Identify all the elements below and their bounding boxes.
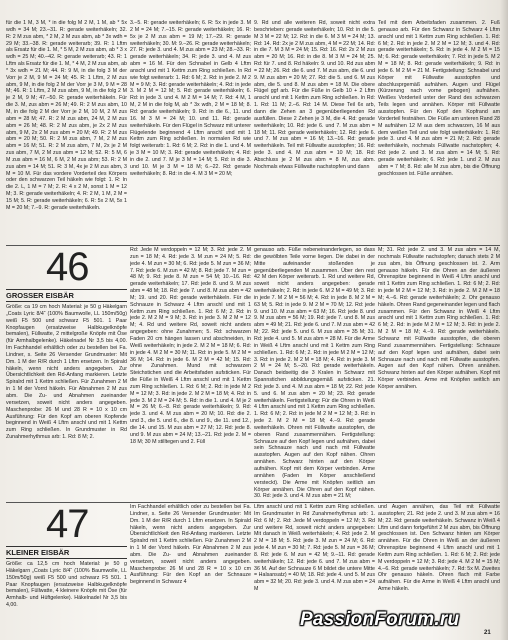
pattern-number: 46 [46, 247, 89, 289]
mid-column-1 [6, 247, 127, 502]
section-divider [6, 245, 500, 246]
top-col2-text: 3.–5. R: gerade weiterhäkeln; 6. R: 5x in jede 3. M 2 M = 24 M; 7.–15. R: gerade weiterhäkeln; 16. R: 5x je 2 M zus abm = 19 M; 17.–29. R: gerade weiterhäkeln; 30. M: 9.–26. R: gerade weiterhäkeln; 27. R: jede 3. und 4. M zus abm = 23 M; 28.–33. R: gerade weiterhäkeln; 34. R: jede 3. und 4. M zus abm = 16 M. Für den Schnabel in Gelb 4 Lftm anschl und mit 1 Kettm zum Ring schließen. In Rd wie folgt weiterarb: 1. Rd: 6 M; 2. Rd: in jede 2. M 2 M = 9 M; 3. Rd: gerade weiterhäkeln; 4. Rd: in jede 3. M 2 M = 12 M; 5. Rd: gerade weiterhäkeln; 6. Rd: in jede 3. und 4. M 2 M = 14 M; 7. Rd: 4 M, 1 M, 2 M in die folg M, ab * 3x wdh, 2 M = 18 M; 8. Rd: gerade weiterhäkeln; 9. Rd: in die 6., 11. und 16. M 3 M = 24 M; 10. und 11. Rd: gerade weiterhäkeln. Für den Flügel in Schwarz mit unterer Flügelende beginnend 4 Lftm anschl und mit 1 Kettm zum Ring schließen. In normalen Rd wie folgt weiterarb: 1. Rd: 6 M; 2. Rd: in die 1. und 4. M je 3 M = 10 M; 3. Rd: gerade weiterhäkeln; 4. Rd: in die 2. und 7. M je 3 M = 14 M; 5. Rd: in die 3. und 10. M je 3 M = 18 M; 6.–22. Rd: gerade weiterhäkeln; 8. Rd: in die 4. M 3 M = 20 M; [130, 20, 251, 177]
section-divider [6, 502, 500, 503]
page-edge-shadow [500, 0, 508, 640]
bottom-col4-text: und Augen annähen, das Teil mit Füllwatte ausstopfen; 21. Rd: jede 2. und 3. M zus abm = 16 M; 22. Rd: gerade weiterhäkeln. Schwanz in Weiß 4 Lftm und dann fortgeführt 2 M zus abm, bis Öffnung geschlossen ist. Den Schwanz hinten am Körper annähen. Für die Ohren in Weiß an der äußeren Ohrenspitze beginnend 4 Lftm anschl und mit 1 Kettm zum Ring schließen. 1. Rd: 6 M; 2. Rd: jede M verdoppeln = 12 M; 3. Rd: jede 4. M 2 M = 15 M; 4.–6. Rd: gerade weiterhäkeln; 7. Rd: 5x M. Zweites Ohr genauso häkeln. Ohren flach mit Farbe aufnähen. Für die Arme in Weiß 4 Lftm anschl und Arme häkeln. [378, 504, 500, 593]
bottom-column-2 [130, 504, 251, 640]
bottom-col1-text: Größe: ca 12,5 cm hoch Material: je 50 g Häkelgarn „Coats Lyric 8/4“ (100% Baumwolle, LL 150m/50g) weiß F5 500 und schwarz F5 501. 1 Paar Knopfaugen (ersatzweise Halbkugelknöpfe bemalen), Füllwatte, 4 kleinere Knöpfe mit Öse (für Armhalb- und Hüftgelenke). Häkelnadel Nr 3,5 bis 4,00. [6, 561, 127, 609]
top-column-1 [6, 20, 127, 245]
page-number: 21 [484, 630, 491, 636]
mid-col1-text: Größe: ca 19 cm hoch Material: je 50 g Häkelgarn „Coats Lyric 8/4“ (100% Baumwolle, LL 150m/50g) weiß F5 500 und schwarz F5 501. 1 Paar Knopfaugen (ersatzweise Halbkugelknöpfe bemalen), Füllwatte, 2 mittelgroße Knöpfe mit Öse (für Armhalbgelenke). Häkelnadel Nr 3,5 bis 4,00. Im Fachhandel erhältlich oder zu bestellen bei Fa. Lindner, s. Seite 26 Versender Grundmuster: Mit Dm. 1 M der R/R durch 1 Lftm ersetzen. In Spirald häkeln, wenn nicht anders angegeben. Zur Übersichtlichkeit den Rd-Anfang markieren. Letzte Spiralrd mit 1 Kettm schließen. Für Zunahmen 2 M in 1 M der Vorrd häkeln. Für Abnahmen 2 M zus abm. Die Zu- und Abnahmen zueinander versetzen, soweit nicht anders angegeben. Maschenprobe: 26 M und 28 R = 10 x 10 cm Ausführung: Für den Kopf am oberen Kopfende beginnend in Weiß 4 Lftm anschl und mit 1 Kettm zum Ring schließen. In Grundmuster in Rd Zunahmerhythmus arb: 1. Rd: 8 M; 2. [6, 304, 127, 441]
mid-column-3 [254, 247, 375, 502]
pattern-title: KLEINER EISBÄR [6, 546, 127, 559]
top-col4-text: Teil mit dem Arbeitsfaden zusammen. 2. Fuß genauso arb. Für den Schwanz in Schwarz 4 Lftm anschl und mit 1 Kettm zum Ring schließen. 1. Rd: 6 M; 2. Rd: in jede 2. M 2 M = 12 M; 3. und 4. Rd: gerade weiterhäkeln; 5. Rd: in jede 4. M 2 M = 15 M; 6. Rd: gerade weiterhäkeln; 7. Rd: in jede 5. M 2 M = 18 M; 8. Rd: gerade weiterhäkeln; 9. Rd: in jede 6. M 2 M = 21 M. Fertigstellung: Schnabel und Körper mit Füllwatte ausstopfen und abschlusprgemäß aufnähen. Augen und Flügel (Kürzerung nach vorne gebogen) aufnähen. Weißes Vorderteil unter der Rand des schwarzen Teils legen und annähen. Körper mit Füllwatte ausstopfen. Für den Kopf den Kopfrand am Vorderteil festnähen. Die Füße am unteren Rand 28 M aufnähen 12 M aus dem schwarzen, 16 M aus dem weißen Teil und wie folgt weiterhäkeln: 1. Rd: jede 3. und 4. M zus abm = 21 M; 2. Rd: gerade weiterhäkeln, nochmals Füllwatte nachstopfen; 4. Rd: jede 2. und 3. M zus abm = 14 M; 5. Rd: gerade weiterhäkeln; 6. Rd: jede 1. und 2. M zus abm = 7 M; 8. Rd: alle M zus abm, bis die Öffnung geschlossen ist. Füße annähen. [378, 20, 500, 177]
forum-watermark: PassionForum.ru [300, 609, 460, 630]
bottom-col3-text: Lftm anschl und mit 1 Kettm zum Ring schließen. Im Grundmuster in Rd Zunahmerhythmus arb: 1. Rd: 6 M; 2. Rd: Jede M verdoppeln = 12 M; 3. Rd und weitere Rd, soweit nicht anders angegeben: Mit danach in Weiß weiterhäkeln; 4. Rd: jede 2. M 2 M = 18 M; 5. Rd: jede 3. M zun = 24 M; 6. Rd: jede 4. M zun = 30 M; 7. Rd: jede 5. M zun = 36 M; 8. Rd: jede 6. M zun = 42 M; 9.–11. Rd: gerade weiterhäkeln; 12. Rd: jede 6. und 7. M zus abm = 36 M. Auf der Schnauze 6 M bildet die untere Mitte = Halsansatz) = 40 M; 18. Rd: jede 4. und 5. M zus abm = 32 M; 20. Rd: jede 3. und 4. M zus abm = 24 M [254, 504, 375, 593]
bottom-column-1 [6, 504, 127, 640]
mid-column-2 [130, 247, 251, 502]
bottom-col2-text: Im Fachhandel erhältlich oder zu bestellen bei Fa. Lindner, s. Seite 26 Versender Grundmuster: Mit Dm. 1 M der R/R durch 1 Lftm ersetzen. In Spirald häkeln, wenn nicht anders angegeben. Zur Übersichtlichkeit den Rd-Anfang markieren. Letzte Spiralrd mit 1 Kettm schließen. Für Zunahmen 2 M in 1 M der Vorrd häkeln. Für Abnahmen 2 M zus abm. Die Zu- und Abnahmen zueinander versetzen, soweit nicht anders angegeben. Maschenprobe: 26 M und 28 R = 10 x 10 cm Ausführung: Für den Kopf an der Schnauze beginnend in Schwarz 4 [130, 504, 251, 586]
top-column-2 [130, 20, 251, 245]
top-column-4 [378, 20, 500, 245]
top-column-3 [254, 20, 375, 245]
mid-column-4 [378, 247, 500, 502]
top-col3-text: 9. Rd und alle weiteren Rd, soweit nicht extra beschrieben: gerade weiterhäkeln; 10. Rd: in die 5. M 3 M = 22 M; 12. Rd: in die 6. M 3 M = 24 M; 13. Rd: 14. Rd: 2x je 2 M zus abm, 4 M = 22 M; 14. Rd: in die 7. M 3 M = 24 M; 15. Rd: 16. Rd: 2x 2 M zus abm = 20 M; 16. Rd: in die 8. M 3 M = 24 M; 25. Rd: für 7. und 8. Rd häkeln: 9. und 10. Rd zus abm = 22 M; 26. Rd: die 6. und 7. M zus abm, die 6. und 9. M zus abm = 20 M; 27. Rd: die 5. und 6. M zus abm, die 5. und 8. M zus abm = 18 M. Die obere Flügel ggf arb. Für die Füße in Gelb 10 + 2 Lftm anschl und mit 1 Kettm zum Ring schließen. In Rd: 1. Rd: 11 M; 2.–6. Rd: 14 M. Diese Teil 6x arb, dann die Zehen an 3 gegenüberliegenden Rd ausfüllen. Diese 2 Zehen je 3 M, die 4. Rd: gerade weiterhäkeln; 10. Rd: jede 6. und 7. M zus abm = 18 M; 11. Rd: gerade weiterhäkeln; 12. Rd: jede 6. und 7. M zus abm = 16 M; 13.–16. Rd: gerade weiterhäkeln. Teil mit Füllwatte ausstopfen; 16. Rd: jede 3. und 4. M zus abm = 10 M; 18. Rd: Abschluss je 2 M zus abm = 8 M, zus abm. Nochmals etwas Füllwatte nachstopfen und dann [254, 20, 375, 170]
pattern-number: 47 [46, 504, 89, 546]
mid-col4-text: M; 31. Rd: jede 2. und 3. M zus abm = 14 M, nochmals Füllwatte nachstopfen; danach stets 2 M zus abm, bis Öffnung geschlossen ist. 2. Arm genauso häkeln. Für die Ohren an der äußeren Ohrenspitze beginnend in Weiß 4 Lftm anschl und mit 1 Kettm zum Ring schließen. 1. Rd: 6 M; 2. Rd: in jede M 2 M = 12 M; 3. Rd: in jede 2. M 2 M = 18 M; 4.–6. Rd: gerade weiterhäkeln; 2. Ohr genauso häkeln. Ohren Rand gegeneinander legen und flach zusammen. Für den Schwanz in Weiß 4 Lftm anschl und mit 1 Kettm zum Ring schließen. 1. Rd: 6 M; 2. Rd: in jede M 2 M = 12 M; 3. Rd: in jede 2. M 2 M = 18 M; 4.–9. Rd: gerade weiterhäkeln. Schwanz mit Füllwatte ausstopfen, die oberen Rand zusammennähen. Fertigstellung: Schnauze auf den Kopf legen und aufnähen, dabei sein Schnauze nach und nach mit Füllwatte ausstopfen. Augen auf den Kopf nähen. Ohren annähen. Schwanz hinten auf den Körper aufnähen. Kopf mit Körper verbinden. Arme mit Knöpfen seitlich am Körper annähen. [378, 247, 500, 390]
top-section [0, 20, 508, 245]
mid-col2-text: Rd: Jede M verdoppeln = 12 M; 3. Rd: jede 2. M zun = 18 M; 4. Rd: jede 3. M zun = 24 M; 5. Rd: jede 4. M zun = 30 M; 6. Rd: jede 5. M zun = 36 M; 7. Rd: jede 6. M zun = 42 M; 8. Rd: jede 7. M zun = 48 M; 9. Rd: jede 8. M zun = 54 M; 10.–16. Rd: gerade weiterhäkeln; 17. Rd: jede 8. und 9. M zus abm = 48 M; 18. Rd: jede 7. und 8. M zus abm = 42 M; 19. und 20. Rd: gerade weiterhäkeln. Für die Schnauze in Schwarz 4 Lftm anschl und mit 1 Kettm zum Ring schließen. 1. Rd: 6 M; 2. Rd: in jede 2. M 2 M = 9 M; 3. Rd: in jede 3. M 2 M = 12 M; 4. Rd und weitere Rd, soweit nicht anders angegeben: ohne Zunahmen; 5. Rd: schwarzen Faden 20 cm hängen lassen und abschneiden, in Weiß weiterhäkeln; in jede 2. M 2 M = 18 M; 6. Rd: in jede 4. M 2 M = 30 M; 11. Rd: in jede 5. M 2 M = 36 M; 14. Rd: in jede 6. M 2 M = 42 M; 15. Rd: ohne Zunahmen. Mund mit schwarzen Steichstichen und die Arbeitsfaden aufsticken. Für die Füße in Weiß 4 Lftm anschl und mit 1 Kettm zum Ring schließen. 1. Rd: 6 M; 2. Rd: in jede M 2 M = 12 M; 3. Rd: in jede 2. M 2 M = 18 M; 4. Rd: in jede 3. M 2 M = 24 M; 5. Rd: in die 1. und 4. M je 2 M = 26 M; 6.–8. Rd: gerade weiterhäkeln; 9. Rd: jede 3. und 4. M zus abm = 20 M; 10. Rd: die 2. und 3., die 5. und 6., die 8. und 9., die 11. und 12., die 14. und 15. M zus abm = 27 M; 12. Rd: jede 8. und 9. M zus abm = 24 M; 13.–21. Rd: jede 2. M = 18 M; 30 M stilltegen und 2. Füll [130, 247, 251, 445]
top-col1-text: für die 1 M, 3 M, * in die folg M 2 M, 1 M, ab * 5x wdh = 34 M; 23.–31. R: gerade weiterhäkeln; 32. R: 2 M zus abm, * 2 M, 2 M zus abm, ab * 3x wdh = 29 M; 33.–38. R: gerade weiterarb; 39. R: 1 Lftm als Ersatz für die 1. M, * 5 M, 2 M zus abm, ab * 3 x wdh = 25 M; 40.–42. R: gerade weiterarb; 43. R: 1 Lftm als Ersatz für die 1. M, * 4 M, 2 M zus abm, ab * 3x wdh = 21 M; 44. R: 9 M, in die folg 3 M der Vorr je 2 M, 9 M = 24 M; 45. R: 1 Lftm, 2 M zus abm, 9 M, in die folg 2 M der Vorr je 3 M, 9 M = 28 M; 46. R: 1 Lftm, 2 M zus abm, 9 M, in die folg 2 M je 2 M, 9 M; 47.–50. R: gerade weiterhäkeln. Für die 3. M, zus abm = 26 M; 49. R: 2 M zus abm, 10 M, in die folg 2 M der Vorr je 2 M, 10 M, 2 M zus abm = 28 M; 47. R: 2 M zus abm, 24 M, 2 M zus abm = 26 M; 48. R: 2 M zus abm, je 2x 2 M zus abm, 9 M, 2x 2 M zus abm = 20 M; 49. R: 2 M zus abm = 20 M; 50. R: 2 M zus abm, 7 M, 2 M zus abm = 16 M; 51. R: 2 M zus abm, 7 M, 2x je 2 M zus abm, 7 M, 2 M zus abm = 12 M; 52. R: 5 M, 6 M zus abm = 16 M, 6 M, 2 M zus abm; 53. R: 2 M zus abm = 14 M; 51. R: 3 M, 4x je 2 M zus abm, 3 M = 10 M. Für das vordere Vorderteil des Körpers oder den schwarzen Teil häkeln wie folgt: 1. R: In die 2. L, 1 M = 7 M; 2. R: 4 x 2 M, sonst 1 M = 12 M; 3. R: gerade weiterhäkeln; 4. R: 2 M, 1 M, 2 M = 15 M; 5. R: gerade weiterhäkeln; 6. R: 5x 2 M, 5x 1 M = 20 M; 7.–9. R: gerade weiterhäkeln. [6, 20, 127, 211]
mid-col3-text: genauso arb. Füße nebeneinanderlegen, so dass die gewölbten Teile vorne liegen. Die dabei in der Mitte aufeinander stoßenden je gegenüberliegenden M zusammen. Über den rest 42 M den Körper weiterarb. 1. Rd und weitere Rd, soweit nicht anders angegeben: gerade weiterhäkeln; 2. Rd: in jede 6. M 2 M = 49 M; 3. Rd: in jede 7. M 2 M = 56 M; 4. Rd: in jede 8. M 2 M = 63 M; 5. Rd: in jede 9. M 2 M = 70 M; 12. Rd: jede 9. und 10. M zus abm = 63 M; 16. Rd: jede 8. und 9. M zus abm = 56 M; 19. Rd: jede 7. und 8. M zus abm = 49 M; 21. Rd: jede 6. und 7. M zus abm = 42 M; 22. Rd: jede 5. und 6. M zus abm = 35 M; 31. Rd: jede 4. und 5. M zus abm = 28 M. Für die Arme in Weiß 4 Lftm anschl und mit 1 Kettm zum Ring schließen. 1. Rd: 6 M; 2. Rd: in jede M 2 M = 12 M; 3. Rd: in jede 2. M 2 M = 18 M; 4. Rd: in jede 3. M 2 M = 24 M; 5.–20. Rd: gerade weiterhäkeln. Danach beidseitig die 3 Kralen in Schwarz mit Spannstichen abbildungsgemäß aufsticken. 21. Rd: jede 3. und 4. M zus abm = 18 M; 22. Rd: jede 5. und 6. M zus abm = 20 M; 23. Rd: gerade weiterhäkeln. Fertigstellung: Für die Ohren in Weiß 4 Lftm anschl und mit 1 Kettm zum Ring schließen. 1. Rd: 6 M; 2. Rd: in jede M 2 M = 12 M; 3. Rd: in jede 2. M 2 M = 18 M; 4.–9. Rd: gerade weiterhäkeln. Ohren mit Füllwatte ausstopfen, die oberen Rand zusammennähen. Fertigstellung: Schnauze auf den Kopf legen und aufnähen, dabei sein Schnauze nach und nach mit Füllwatte ausstopfen. Augen auf den Kopf nähen. Ohren annähen. Schwarz hinten auf den Körper aufnähen. Kopf mit dem Körper verbinden. Arme annähen (Faden im Körper anschließend versteckt). Die Arme mit Knöpfen seitlich am Körper annähen. Die Ohren auf den Kopf nähen. 30. Rd: jede 3. und 4. M zus abm = 21 M; [254, 247, 375, 500]
pattern-46-section [0, 247, 508, 502]
pattern-title: GROSSER EISBÄR [6, 289, 127, 302]
